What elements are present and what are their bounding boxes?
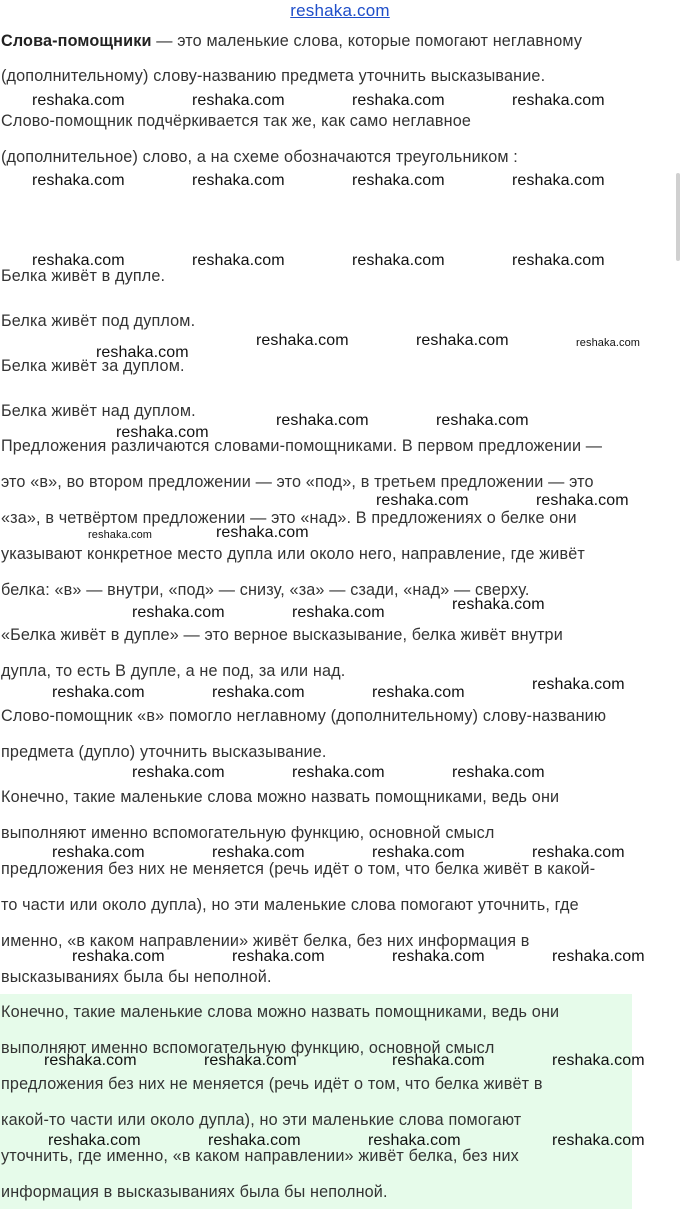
watermark: reshaka.com [192,252,285,269]
answer-line: предложения без них не меняется (речь идёт о том, что белка живёт в [1,1075,543,1093]
explanation-line: это «в», во втором предложении — это «под», в третьем предложении — это [1,473,594,491]
watermark: reshaka.com [208,1132,301,1149]
watermark: reshaka.com [352,252,445,269]
example-1: Белка живёт в дупле. [1,267,166,285]
explanation-line: Предложения различаются словами-помощниками. В первом предложении — [1,437,603,455]
watermark: reshaka.com [512,92,605,109]
watermark: reshaka.com [576,337,641,349]
watermark: reshaka.com [48,1132,141,1149]
watermark: reshaka.com [212,684,305,701]
watermark: reshaka.com [192,92,285,109]
watermark: reshaka.com [452,764,545,781]
answer-line: выполняют именно вспомогательную функцию, основной смысл [1,1039,495,1057]
watermark: reshaka.com [536,492,629,509]
watermark: reshaka.com [392,1052,485,1069]
explanation-line: то части или около дупла), но эти маленькие слова помогают уточнить, где [1,896,579,914]
watermark: reshaka.com [52,844,145,861]
explanation-line: Конечно, такие маленькие слова можно назвать помощниками, ведь они [1,788,560,806]
explanation-line: указывают конкретное место дупла или около него, направление, где живёт [1,545,585,563]
watermark: reshaka.com [392,948,485,965]
watermark: reshaka.com [372,684,465,701]
watermark: reshaka.com [44,1052,137,1069]
explanation-line: предложения без них не меняется (речь идёт о том, что белка живёт в какой- [1,860,596,878]
watermark: reshaka.com [204,1052,297,1069]
watermark: reshaka.com [512,172,605,189]
example-2: Белка живёт под дуплом. [1,312,196,330]
explanation-line: высказываниях была бы неполной. [1,968,272,986]
watermark: reshaka.com [88,529,153,541]
watermark: reshaka.com [132,604,225,621]
watermark: reshaka.com [376,492,469,509]
watermark: reshaka.com [368,1132,461,1149]
answer-line: уточнить, где именно, «в каком направлении» живёт белка, без них [1,1147,519,1165]
watermark: reshaka.com [532,844,625,861]
intro-line-4: (дополнительное) слово, а на схеме обозначаются треугольником : [1,148,518,166]
watermark: reshaka.com [416,332,509,349]
watermark: reshaka.com [352,172,445,189]
explanation-line: именно, «в каком направлении» живёт белка, без них информация в [1,932,530,950]
watermark: reshaka.com [116,424,209,441]
example-3: Белка живёт за дуплом. [1,357,185,375]
explanation-line: Слово-помощник «в» помогло неглавному (дополнительному) слову-названию [1,707,607,725]
watermark: reshaka.com [32,252,125,269]
watermark: reshaka.com [552,1052,645,1069]
watermark: reshaka.com [436,412,529,429]
answer-line: Конечно, такие маленькие слова можно назвать помощниками, ведь они [1,1003,560,1021]
watermark: reshaka.com [532,676,625,693]
watermark: reshaka.com [552,1132,645,1149]
bold-term: Слова-помощники [1,32,152,50]
explanation-line: белка: «в» — внутри, «под» — снизу, «за» — сзади, «над» — сверху. [1,581,530,599]
watermark: reshaka.com [192,172,285,189]
watermark: reshaka.com [52,684,145,701]
answer-box [0,994,632,1209]
explanation-line: «за», в четвёртом предложении — это «над». В предложениях о белке они [1,509,577,527]
intro-line-2: (дополнительному) слову-названию предмета уточнить высказывание. [1,67,546,85]
watermark: reshaka.com [276,412,369,429]
watermark: reshaka.com [232,948,325,965]
explanation-line: предмета (дупло) уточнить высказывание. [1,743,327,761]
watermark: reshaka.com [552,948,645,965]
explanation-line: «Белка живёт в дупле» — это верное высказывание, белка живёт внутри [1,626,563,644]
watermark: reshaka.com [96,344,189,361]
intro-line-1 [1,32,582,51]
watermark: reshaka.com [32,92,125,109]
answer-line: информация в высказываниях была бы неполной. [1,1183,388,1201]
watermark: reshaka.com [32,172,125,189]
explanation-line: дупла, то есть В дупле, а не под, за или над. [1,662,346,680]
watermark: reshaka.com [212,844,305,861]
watermark: reshaka.com [452,596,545,613]
site-link[interactable]: reshaka.com [290,1,390,20]
watermark: reshaka.com [512,252,605,269]
watermark: reshaka.com [352,92,445,109]
answer-line: какой-то части или около дупла), но эти маленькие слова помогают [1,1111,522,1129]
scrollbar[interactable] [676,173,680,261]
intro-line-3: Слово-помощник подчёркивается так же, как само неглавное [1,112,472,130]
watermark: reshaka.com [72,948,165,965]
watermark: reshaka.com [132,764,225,781]
watermark: reshaka.com [256,332,349,349]
watermark: reshaka.com [216,524,309,541]
watermark: reshaka.com [292,604,385,621]
watermark: reshaka.com [372,844,465,861]
example-4: Белка живёт над дуплом. [1,402,196,420]
explanation-line: выполняют именно вспомогательную функцию, основной смысл [1,824,495,842]
intro-line-1-rest: — это маленькие слова, которые помогают неглавному [151,32,583,50]
watermark: reshaka.com [292,764,385,781]
